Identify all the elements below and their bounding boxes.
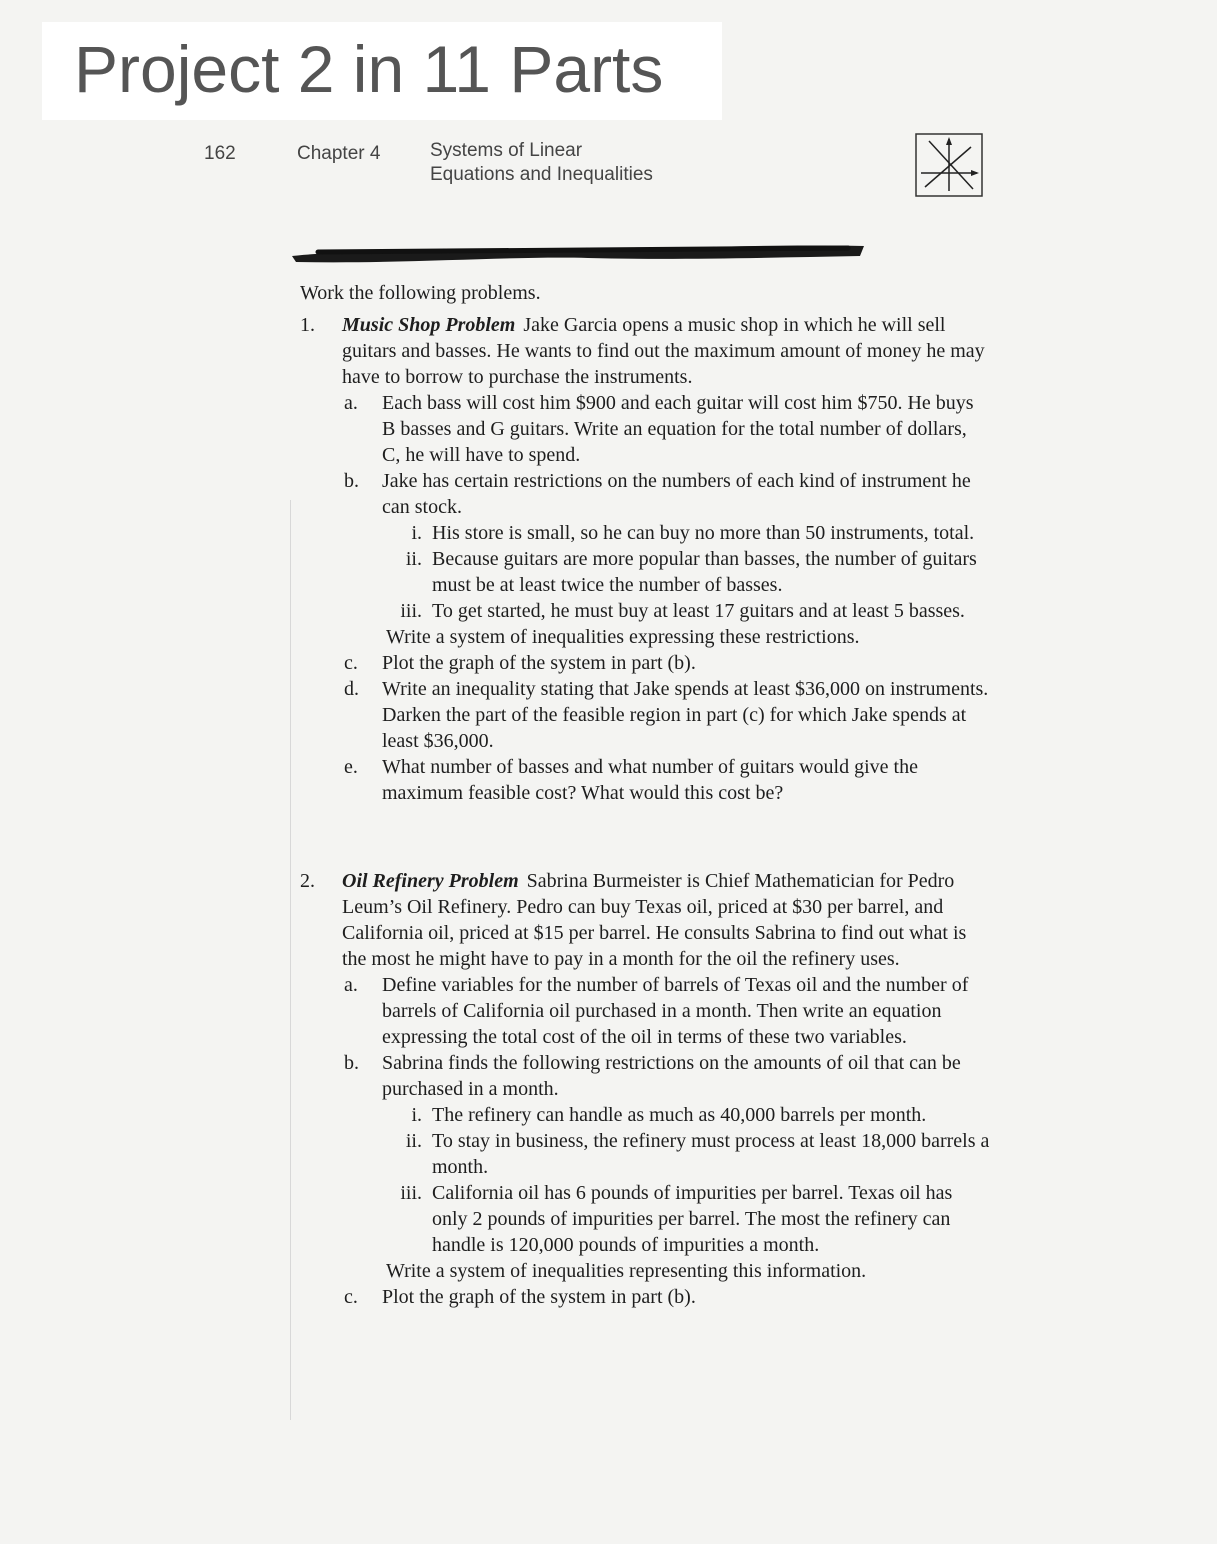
sub-text: Because guitars are more popular than basses, the number of guitars must be at least twice the number of basses. (432, 548, 977, 596)
problem-statement (342, 868, 990, 972)
part-label: e. (344, 756, 358, 778)
sub-item-i (382, 1102, 990, 1128)
sub-item-i (382, 520, 990, 546)
sub-item-ii (382, 546, 990, 598)
scan-margin-line (290, 500, 291, 1420)
sub-item-ii (382, 1128, 990, 1180)
page-number: 162 (204, 143, 236, 164)
problem-text: Jake Garcia opens a music shop in which he will sell guitars and basses. He wants to find out the maximum amount of money he may have to borrow to purchase the instruments. (342, 314, 985, 388)
part-d (342, 676, 990, 754)
problem-title: Oil Refinery Problem (342, 870, 519, 892)
sub-label: i. (411, 522, 422, 544)
part-label: c. (344, 1286, 358, 1308)
part-instruction: Write a system of inequalities expressing these restrictions. (386, 626, 860, 648)
problem-number: 2. (300, 870, 315, 892)
sub-text: The refinery can handle as much as 40,000 barrels per month. (432, 1104, 927, 1126)
instructions: Work the following problems. (300, 282, 541, 304)
part-instruction: Write a system of inequalities representing this information. (386, 1260, 867, 1282)
problem-title: Music Shop Problem (342, 314, 516, 336)
part-text: What number of basses and what number of guitars would give the maximum feasible cost? What would this cost be? (382, 756, 918, 804)
sub-text: To get started, he must buy at least 17 guitars and at least 5 basses. (432, 600, 965, 622)
chapter-title-line2: Equations and Inequalities (430, 164, 653, 185)
part-a (342, 390, 990, 468)
part-label: a. (344, 974, 358, 996)
sub-item-iii (382, 1180, 990, 1258)
problem-statement (342, 312, 990, 390)
problem-number: 1. (300, 314, 315, 336)
project-title: Project 2 in 11 Parts (74, 32, 664, 106)
part-e (342, 754, 990, 806)
part-label: b. (344, 470, 359, 492)
part-text: Write an inequality stating that Jake spends at least $36,000 on instruments. Darken the part of the feasible region in part (c) for which Jake spends at least $36,000. (382, 678, 989, 752)
part-c (342, 650, 990, 676)
sub-label: iii. (400, 1182, 422, 1204)
sub-label: ii. (405, 548, 422, 570)
part-text: Each bass will cost him $900 and each guitar will cost him $750. He buys B basses and G guitars. Write an equation for the total number of dollars, C, he will have to spend. (382, 392, 974, 466)
problem-2 (300, 868, 990, 1310)
problem-1 (300, 312, 990, 806)
part-text: Sabrina finds the following restrictions on the amounts of oil that can be purchased in a month. (382, 1052, 961, 1100)
axes-graph-icon (915, 133, 983, 197)
sub-label: iii. (400, 600, 422, 622)
chapter-title (430, 139, 653, 187)
part-label: d. (344, 678, 359, 700)
part-text: Jake has certain restrictions on the numbers of each kind of instrument he can stock. (382, 470, 971, 518)
sub-label: ii. (405, 1130, 422, 1152)
sub-text: To stay in business, the refinery must process at least 18,000 barrels a month. (432, 1130, 990, 1178)
redaction-mark (288, 236, 868, 266)
part-label: c. (344, 652, 358, 674)
part-text: Plot the graph of the system in part (b). (382, 652, 696, 674)
chapter-label: Chapter 4 (297, 143, 381, 164)
chapter-title-line1: Systems of Linear (430, 140, 583, 161)
sub-text: His store is small, so he can buy no more than 50 instruments, total. (432, 522, 975, 544)
sub-item-iii (382, 598, 990, 624)
sub-label: i. (411, 1104, 422, 1126)
problem-text: Sabrina Burmeister is Chief Mathematician for Pedro Leum’s Oil Refinery. Pedro can buy Texas oil, priced at $30 per barrel, and California oil, priced at $15 per barrel. He consults Sabrina to find out what is the most he might have to pay in a month for the oil the refinery uses. (342, 870, 967, 970)
part-b (342, 468, 990, 650)
part-b (342, 1050, 990, 1284)
part-c (342, 1284, 990, 1310)
part-text: Plot the graph of the system in part (b). (382, 1286, 696, 1308)
sub-text: California oil has 6 pounds of impurities per barrel. Texas oil has only 2 pounds of impurities per barrel. The most the refinery can handle is 120,000 pounds of impurities a month. (432, 1182, 953, 1256)
part-text: Define variables for the number of barrels of Texas oil and the number of barrels of California oil purchased in a month. Then write an equation expressing the total cost of the oil in terms of these two variables. (382, 974, 969, 1048)
part-label: a. (344, 392, 358, 414)
part-a (342, 972, 990, 1050)
part-label: b. (344, 1052, 359, 1074)
